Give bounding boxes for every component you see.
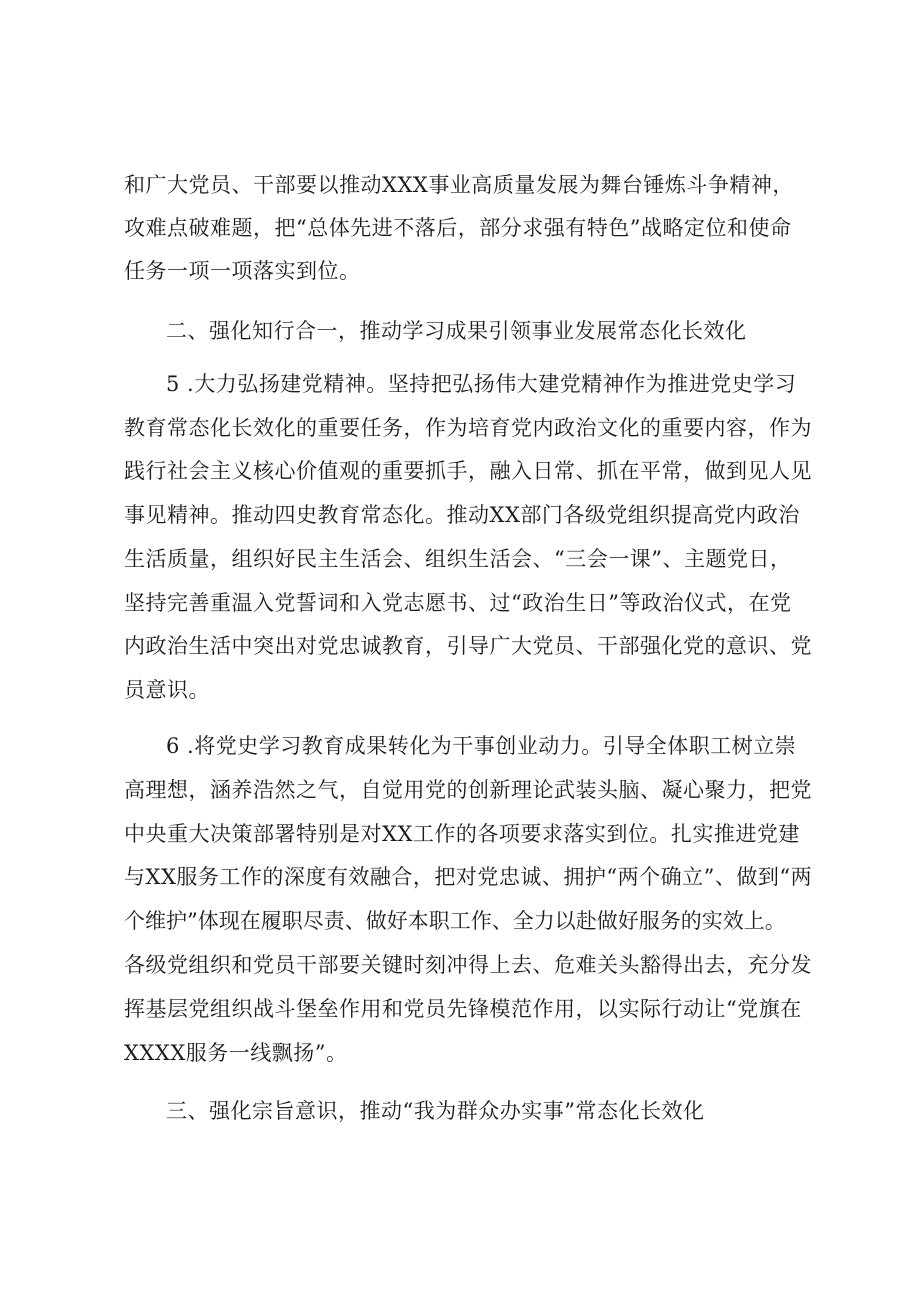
text-line-16: 与XX服务工作的深度有效融合，把对党忠诚、拥护“两个确立”、做到“两 bbox=[124, 865, 813, 889]
text-line-3: 任务一项一项落实到位。 bbox=[124, 259, 361, 283]
text-line-18: 各级党组织和党员干部要关键时刻冲得上去、危难关头豁得出去，充分发 bbox=[124, 953, 812, 977]
text-line-6: 教育常态化长效化的重要任务，作为培育党内政治文化的重要内容，作为 bbox=[124, 416, 812, 440]
text-line-11: 内政治生活中突出对党忠诚教育，引导广大党员、干部强化党的意识、党 bbox=[124, 634, 812, 658]
text-line-14: 高理想，涵养浩然之气，自觉用党的创新理论武装头脑、凝心聚力，把党 bbox=[124, 778, 812, 802]
text-line-20: XXXX服务一线飘扬”。 bbox=[124, 1041, 348, 1065]
text-line-13: 6 .将党史学习教育成果转化为干事创业动力。引导全体职工树立崇 bbox=[166, 734, 797, 758]
text-line-1: 和广大党员、干部要以推动XXX事业高质量发展为舞台锤炼斗争精神， bbox=[124, 173, 794, 197]
text-line-7: 践行社会主义核心价值观的重要抓手，融入日常、抓在平常，做到见人见 bbox=[124, 459, 812, 483]
text-line-15: 中央重大决策部署特别是对XX工作的各项要求落实到位。扎实推进党建 bbox=[124, 822, 800, 846]
text-line-2: 攻难点破难题，把“总体先进不落后，部分求强有特色”战略定位和使命 bbox=[124, 216, 792, 240]
section-heading-2: 二、强化知行合一，推动学习成果引领事业发展常态化长效化 bbox=[166, 319, 747, 343]
text-line-19: 挥基层党组织战斗堡垒作用和党员先锋模范作用，以实际行动让“党旗在 bbox=[124, 997, 802, 1021]
text-line-12: 员意识。 bbox=[124, 678, 210, 702]
text-line-9: 生活质量，组织好民主生活会、组织生活会、“三会一课”、主题党日， bbox=[124, 547, 792, 571]
section-heading-3: 三、强化宗旨意识，推动“我为群众办实事”常态化长效化 bbox=[166, 1099, 705, 1123]
text-line-5: 5 .大力弘扬建党精神。坚持把弘扬伟大建党精神作为推进党史学习 bbox=[166, 372, 797, 396]
text-line-17: 个维护”体现在履职尽责、做好本职工作、全力以赴做好服务的实效上。 bbox=[124, 909, 786, 933]
text-line-8: 事见精神。推动四史教育常态化。推动XX部门各级党组织提高党内政治 bbox=[124, 503, 800, 527]
text-line-10: 坚持完善重温入党誓词和入党志愿书、过“政治生日”等政治仪式，在党 bbox=[124, 591, 792, 615]
